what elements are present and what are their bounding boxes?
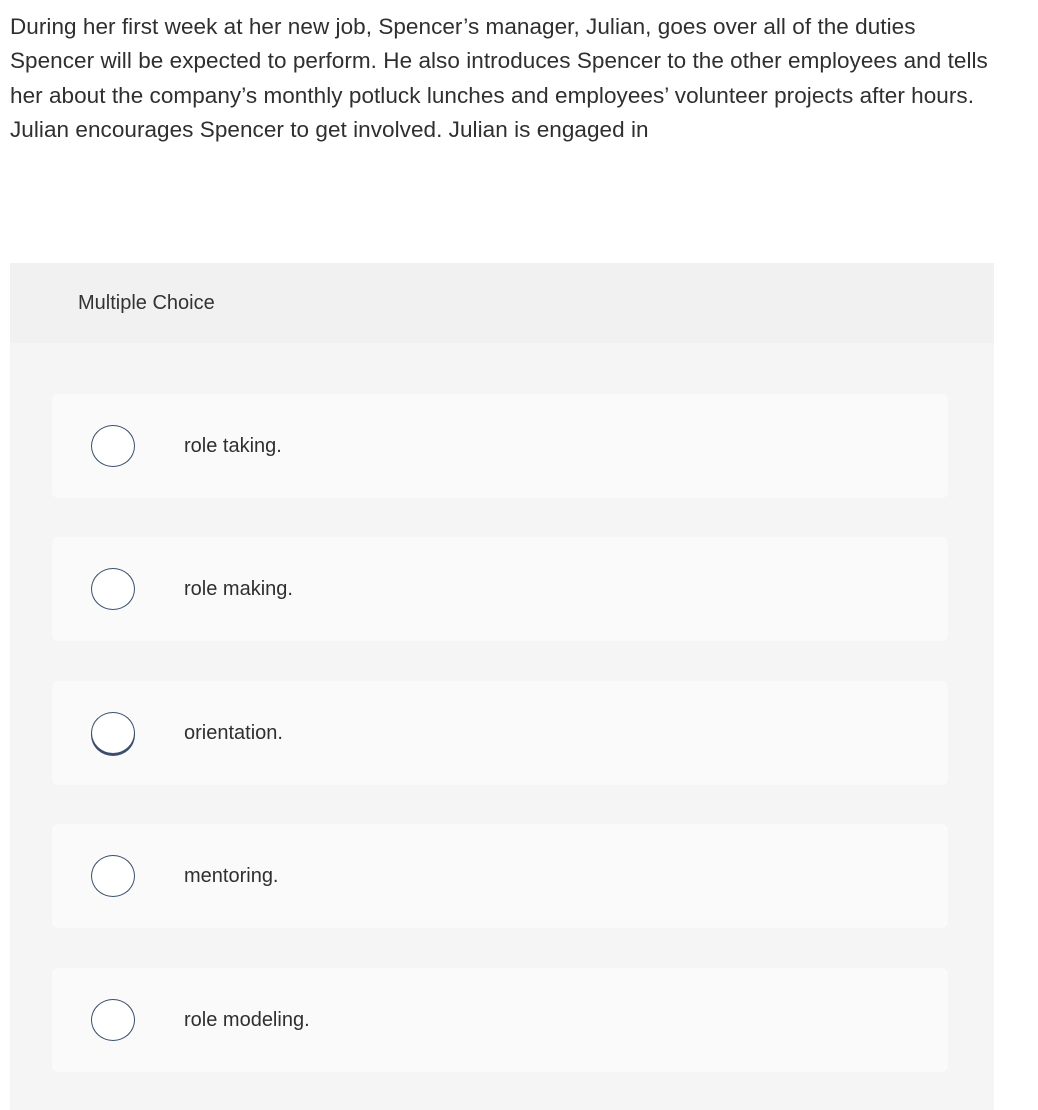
radio-button-icon[interactable] — [91, 712, 135, 754]
answer-option-label: role modeling. — [184, 1009, 310, 1031]
answer-option-label: role taking. — [184, 435, 282, 457]
answer-option-orientation[interactable] — [52, 681, 948, 785]
multiple-choice-header — [10, 263, 994, 343]
answer-option-label: mentoring. — [184, 865, 279, 887]
answer-option-role-taking[interactable] — [52, 394, 948, 498]
answer-option-label: role making. — [184, 578, 293, 600]
multiple-choice-label: Multiple Choice — [78, 292, 215, 314]
radio-button-icon[interactable] — [91, 855, 135, 897]
answer-options — [52, 394, 948, 1074]
answer-option-role-modeling[interactable] — [52, 968, 948, 1072]
answer-option-role-making[interactable] — [52, 537, 948, 641]
answer-option-label: orientation. — [184, 722, 283, 744]
radio-button-icon[interactable] — [91, 425, 135, 467]
radio-button-icon[interactable] — [91, 999, 135, 1041]
multiple-choice-panel — [10, 263, 994, 1110]
radio-button-icon[interactable] — [91, 568, 135, 610]
question-text: During her first week at her new job, Spencer’s manager, Julian, goes over all of the duties Spencer will be expected to perform. He also introduces Spencer to the other employees and tells her about the company’s monthly potluck lunches and employees’ volunteer projects after hours. Julian encourages Spencer to get involved. Julian is engaged in — [10, 14, 988, 143]
answer-option-mentoring[interactable] — [52, 824, 948, 928]
